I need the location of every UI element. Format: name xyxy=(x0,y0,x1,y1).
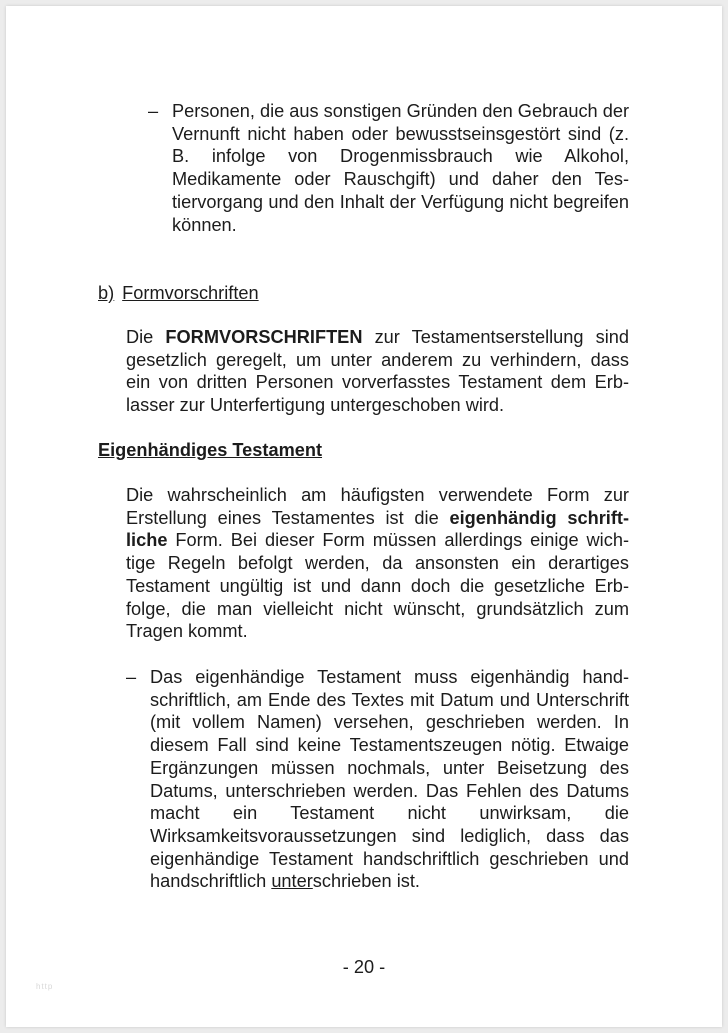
subheading-eigenhaendiges-testament: Eigenhändiges Testament xyxy=(98,440,323,460)
bullet-text: Personen, die aus sonstigen Gründen den Gebrauch der Vernunft nicht haben oder bewusstseinsgestört sind (z. B. infolge von Drogenmissbrauch wie Alkohol, Medikamente oder Rauschgift) und daher den Testiervorgang und den Inhalt der Verfügung nicht begreifen können. xyxy=(172,101,630,235)
section-letter: b) xyxy=(98,283,115,303)
section-heading-formvorschriften xyxy=(98,282,259,305)
bold-term: FORMVORSCHRIFTEN xyxy=(165,327,363,347)
bullet-dash: – xyxy=(148,101,159,121)
paragraph-eigenhaendiges-testament: Die wahrscheinlich am häufigsten verwendete Form zur Erstellung eines Testamentes ist die eigenhändig schriftliche Form. Bei dieser Form müssen allerdings einige wichtige Regeln befolgt werden, da ansonsten ein derartiges Testament ungültig ist und dann doch die gesetzliche Erbfolge, die man vielleicht nicht wünscht, grundsätzlich zum Tragen kommt. xyxy=(126,485,629,642)
document-page xyxy=(6,6,722,1027)
underlined-word: unter xyxy=(271,871,313,892)
section-title: Formvorschriften xyxy=(122,283,259,303)
bullet-item-handwritten: – Das eigenhändige Testament muss eigenhändig handschriftlich, am Ende des Textes mit Datum und Unterschrift (mit vollem Namen) versehen, geschrieben werden. In diesem Fall sind keine Testamentszeugen nötig. Etwaige Ergänzungen müssen nochmals, unter Beisetzung des Datums, unterschrieben werden. Das Fehlen des Datums macht ein Testament nicht unwirksam, die Wirksamkeitsvoraussetzungen sind lediglich, dass das eigenhändige Testament handschriftlich geschrieben und handschriftlich unterschrieben ist. xyxy=(126,667,629,892)
bullet-item-persons xyxy=(148,100,630,236)
bullet-dash: – xyxy=(126,667,137,687)
watermark: http xyxy=(36,982,54,991)
paragraph-formvorschriften: Die FORMVORSCHRIFTEN zur Testamentserstellung sind gesetzlich geregelt, um unter anderem zu verhindern, dass ein von dritten Personen vorverfasstes Testament dem Erblasser zur Unterfertigung untergeschoben wird. xyxy=(126,327,629,416)
bold-term: eigenhändig schriftliche xyxy=(126,507,629,551)
page-number: - 20 - xyxy=(342,957,386,977)
